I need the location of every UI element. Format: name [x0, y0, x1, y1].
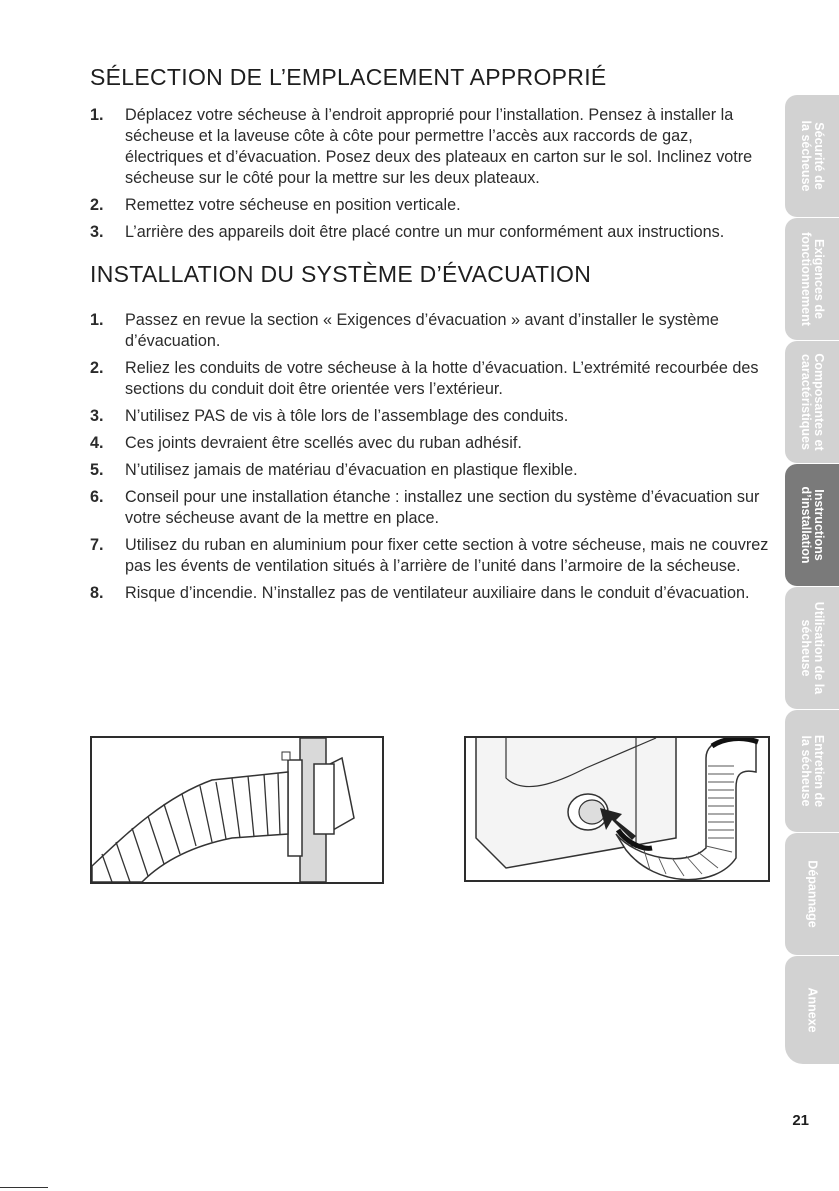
list-item-number: 2. — [90, 359, 104, 377]
list-item-text: Conseil pour une installation étanche : installez une section du système d’évacuation sur votre sécheuse avant de la mettre en place. — [125, 488, 760, 527]
dryer-duct-illustration — [464, 736, 770, 882]
list-item-number: 5. — [90, 461, 104, 479]
tab-1[interactable] — [785, 218, 839, 340]
list-item — [90, 406, 770, 427]
list-item-number: 1. — [90, 106, 104, 124]
section-title-location: SÉLECTION DE L’EMPLACEMENT APPROPRIÉ — [90, 64, 607, 90]
location-steps-list — [90, 105, 770, 243]
list-item — [90, 487, 770, 529]
list-item-number: 2. — [90, 196, 104, 214]
list-item-number: 8. — [90, 584, 104, 602]
list-item — [90, 195, 770, 216]
list-item-number: 7. — [90, 536, 104, 554]
list-item-text: Reliez les conduits de votre sécheuse à la hotte d’évacuation. L’extrémité recourbée des sections du conduit doit être orientée vers l’extérieur. — [125, 359, 759, 398]
list-item-number: 3. — [90, 407, 104, 425]
list-item-number: 6. — [90, 488, 104, 506]
tab-label: Sécurité de la sécheuse — [799, 120, 826, 192]
tab-label: Instructions d’installation — [799, 486, 826, 564]
list-item — [90, 535, 770, 577]
list-item-text: L’arrière des appareils doit être placé contre un mur conformément aux instructions. — [125, 223, 725, 241]
list-item — [90, 583, 770, 604]
tab-0[interactable] — [785, 95, 839, 217]
tab-7[interactable] — [785, 956, 839, 1064]
duct-wall-illustration — [90, 736, 384, 884]
tab-label: Entretien de la sécheuse — [799, 734, 826, 808]
exhaust-steps-list — [90, 310, 770, 604]
list-item — [90, 310, 770, 352]
tab-6[interactable] — [785, 833, 839, 955]
list-item — [90, 460, 770, 481]
tab-label: Exigences de fonctionnement — [799, 232, 826, 326]
footer-rule — [0, 1187, 48, 1188]
list-item-text: N’utilisez jamais de matériau d’évacuation en plastique flexible. — [125, 461, 578, 479]
list-item-text: Passez en revue la section « Exigences d’évacuation » avant d’installer le système d’évacuation. — [125, 311, 719, 350]
list-item-text: N’utilisez PAS de vis à tôle lors de l’assemblage des conduits. — [125, 407, 569, 425]
tab-label: Dépannage — [805, 860, 820, 928]
list-item-number: 3. — [90, 223, 104, 241]
section-tabs — [785, 95, 839, 1065]
tab-2[interactable] — [785, 341, 839, 463]
list-item-text: Ces joints devraient être scellés avec du ruban adhésif. — [125, 434, 522, 452]
main-content — [90, 64, 770, 610]
list-item-number: 1. — [90, 311, 104, 329]
tab-label: Utilisation de la sécheuse — [799, 601, 826, 695]
duct-wall-drawing — [92, 738, 382, 882]
tab-label: Composantes et caractéristiques — [799, 353, 826, 451]
list-item — [90, 433, 770, 454]
list-item — [90, 222, 770, 243]
page-number: 21 — [792, 1112, 809, 1129]
dryer-duct-drawing — [466, 738, 768, 880]
tab-5[interactable] — [785, 710, 839, 832]
tab-3[interactable] — [785, 464, 839, 586]
list-item-text: Risque d’incendie. N’installez pas de ventilateur auxiliaire dans le conduit d’évacuation. — [125, 584, 750, 602]
list-item — [90, 358, 770, 400]
list-item-text: Déplacez votre sécheuse à l’endroit approprié pour l’installation. Pensez à installer la sécheuse et la laveuse côte à côte pour permettre l’accès aux raccords de gaz, électriques et d’évacuation. Posez deux des plateaux en carton sur le sol. Inclinez votre sécheuse sur le côté pour la mettre sur les deux plateaux. — [125, 106, 753, 187]
tab-4[interactable] — [785, 587, 839, 709]
tab-label: Annexe — [805, 987, 820, 1033]
list-item — [90, 105, 770, 189]
list-item-text: Utilisez du ruban en aluminium pour fixer cette section à votre sécheuse, mais ne couvrez pas les évents de ventilation situés à l’arrière de l’unité dans l’armoire de la sécheuse. — [125, 536, 769, 575]
list-item-number: 4. — [90, 434, 104, 452]
section-title-exhaust: INSTALLATION DU SYSTÈME D’ÉVACUATION — [90, 261, 592, 287]
list-item-text: Remettez votre sécheuse en position verticale. — [125, 196, 461, 214]
